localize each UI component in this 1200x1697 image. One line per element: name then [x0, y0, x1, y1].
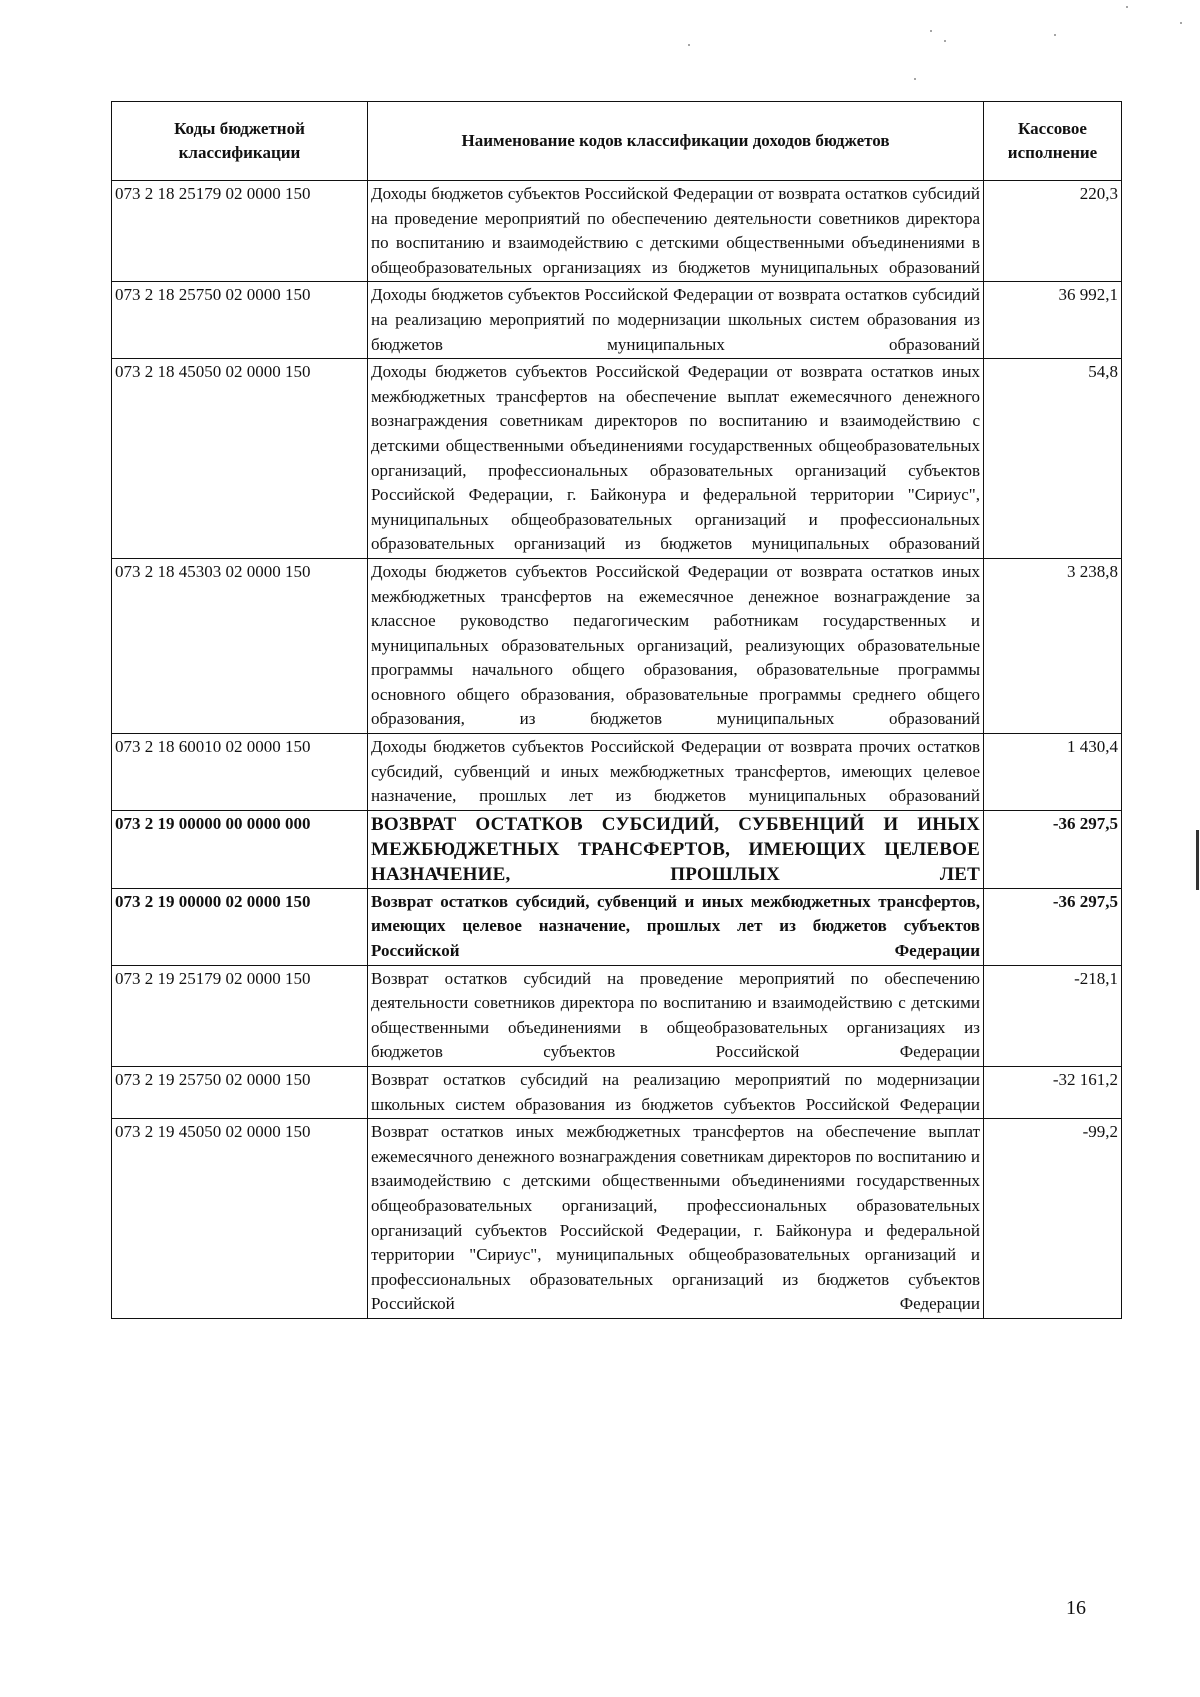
row-name: Доходы бюджетов субъектов Российской Федерации от возврата остатков иных межбюджетных трансфертов на ежемесячное денежное вознаграждение за классное руководство педагогическим работникам государственных и муниципальных образовательных организаций, реализующих образовательные программы начального общего образования, образовательные программы основного общего образования, образовательные программы среднего общего образования, из бюджетов муниципальных образований: [368, 558, 984, 733]
row-code: 073 2 18 45050 02 0000 150: [112, 359, 368, 559]
budget-table: [111, 101, 1122, 1319]
scan-speck: [1126, 6, 1128, 8]
row-name: Доходы бюджетов субъектов Российской Федерации от возврата остатков иных межбюджетных трансфертов на обеспечение выплат ежемесячного денежного вознаграждения советникам директоров по воспитанию и взаимодействию с детскими общественными объединениями государственных общеобразовательных организаций, профессиональных образовательных организаций субъектов Российской Федерации, г. Байконура и федеральной территории "Сириус", муниципальных общеобразовательных организаций и профессиональных образовательных организаций из бюджетов муниципальных образований: [368, 359, 984, 559]
scan-speck: [944, 40, 946, 42]
table-row: [112, 1119, 1122, 1319]
scan-edge-mark: [1196, 830, 1199, 890]
table-row: [112, 1067, 1122, 1119]
row-amount: 1 430,4: [984, 734, 1122, 811]
scan-speck: [930, 30, 932, 32]
row-name: Возврат остатков субсидий, субвенций и иных межбюджетных трансфертов, имеющих целевое назначение, прошлых лет из бюджетов субъектов Российской Федерации: [368, 888, 984, 965]
table-row-subtotal: [112, 888, 1122, 965]
header-amount: Кассовое исполнение: [984, 102, 1122, 181]
row-code: 073 2 19 45050 02 0000 150: [112, 1119, 368, 1319]
row-code: 073 2 18 25179 02 0000 150: [112, 181, 368, 282]
row-amount: 3 238,8: [984, 558, 1122, 733]
row-name: Доходы бюджетов субъектов Российской Федерации от возврата остатков субсидий на проведение мероприятий по обеспечению деятельности советников директора по воспитанию и взаимодействию с детскими общественными объединениями в общеобразовательных организациях из бюджетов муниципальных образований: [368, 181, 984, 282]
row-amount: 36 992,1: [984, 282, 1122, 359]
row-name: Возврат остатков иных межбюджетных трансфертов на обеспечение выплат ежемесячного денежного вознаграждения советникам директоров по воспитанию и взаимодействию с детскими общественными объединениями государственных общеобразовательных организаций, профессиональных образовательных организаций субъектов Российской Федерации, г. Байконура и федеральной территории "Сириус", муниципальных общеобразовательных организаций и профессиональных образовательных организаций из бюджетов субъектов Российской Федерации: [368, 1119, 984, 1319]
row-amount: 220,3: [984, 181, 1122, 282]
table-row: [112, 282, 1122, 359]
page-number: 16: [1066, 1597, 1086, 1619]
row-code: 073 2 19 25750 02 0000 150: [112, 1067, 368, 1119]
row-amount: -36 297,5: [984, 888, 1122, 965]
row-code: 073 2 19 00000 02 0000 150: [112, 888, 368, 965]
scan-speck: [914, 78, 916, 80]
row-code: 073 2 19 25179 02 0000 150: [112, 965, 368, 1066]
row-amount: -218,1: [984, 965, 1122, 1066]
scan-speck: [688, 44, 690, 46]
table-row: [112, 181, 1122, 282]
row-name: Возврат остатков субсидий на реализацию мероприятий по модернизации школьных систем образования из бюджетов субъектов Российской Федерации: [368, 1067, 984, 1119]
table-row: [112, 558, 1122, 733]
row-code: 073 2 18 25750 02 0000 150: [112, 282, 368, 359]
scan-speck: [1180, 22, 1182, 24]
row-amount: 54,8: [984, 359, 1122, 559]
row-code: 073 2 18 60010 02 0000 150: [112, 734, 368, 811]
header-code: Коды бюджетной классификации: [112, 102, 368, 181]
row-amount: -36 297,5: [984, 810, 1122, 888]
table-row: [112, 965, 1122, 1066]
table-row-section-total: [112, 810, 1122, 888]
row-name: ВОЗВРАТ ОСТАТКОВ СУБСИДИЙ, СУБВЕНЦИЙ И ИНЫХ МЕЖБЮДЖЕТНЫХ ТРАНСФЕРТОВ, ИМЕЮЩИХ ЦЕЛЕВОЕ НАЗНАЧЕНИЕ, ПРОШЛЫХ ЛЕТ: [368, 810, 984, 888]
scan-speck: [1054, 34, 1056, 36]
table-row: [112, 734, 1122, 811]
row-name: Возврат остатков субсидий на проведение мероприятий по обеспечению деятельности советников директора по воспитанию и взаимодействию с детскими общественными объединениями в общеобразовательных организациях из бюджетов субъектов Российской Федерации: [368, 965, 984, 1066]
row-code: 073 2 19 00000 00 0000 000: [112, 810, 368, 888]
row-name: Доходы бюджетов субъектов Российской Федерации от возврата остатков субсидий на реализацию мероприятий по модернизации школьных систем образования из бюджетов муниципальных образований: [368, 282, 984, 359]
row-amount: -32 161,2: [984, 1067, 1122, 1119]
row-name: Доходы бюджетов субъектов Российской Федерации от возврата прочих остатков субсидий, субвенций и иных межбюджетных трансфертов, имеющих целевое назначение, прошлых лет из бюджетов муниципальных образований: [368, 734, 984, 811]
table-header: [112, 102, 1122, 181]
row-code: 073 2 18 45303 02 0000 150: [112, 558, 368, 733]
table-row: [112, 359, 1122, 559]
header-row: [112, 102, 1122, 181]
table-body: [112, 181, 1122, 1319]
header-name: Наименование кодов классификации доходов бюджетов: [368, 102, 984, 181]
row-amount: -99,2: [984, 1119, 1122, 1319]
